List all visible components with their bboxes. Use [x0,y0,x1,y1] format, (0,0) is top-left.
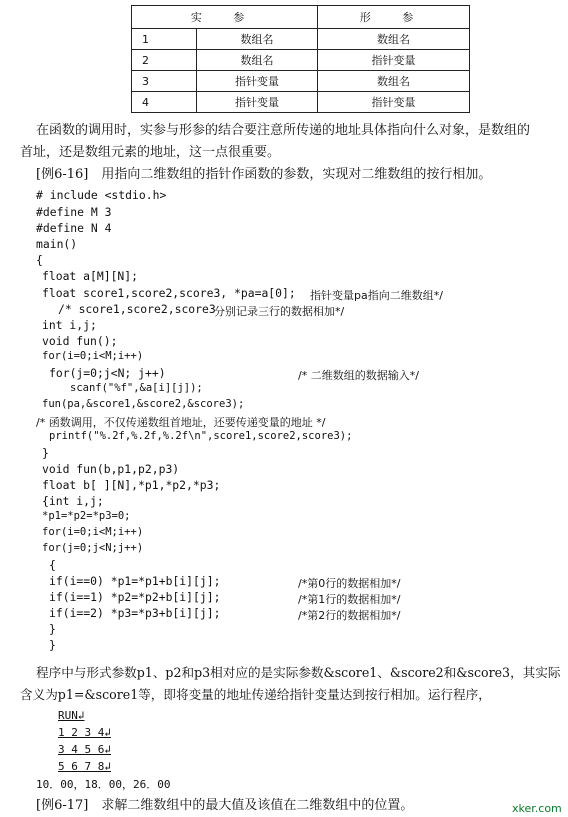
paragraph-line: 含义为p1=&score1等，即将变量的地址传递给指针变量达到按行相加。运行程序， [20,687,491,702]
code-line: for(i=0;i<M;i++) [42,350,144,362]
code-line: /* score1,score2,score3 [58,302,216,316]
code-line: float score1,score2,score3, *pa=a[0]; [42,286,296,300]
code-line: float a[M][N]; [42,269,139,283]
table-cell: 指针变量 [318,50,470,71]
run-input-line: RUN↲ [58,709,85,722]
code-line: #define N 4 [36,221,112,235]
table-cell: 3 [132,71,197,92]
paragraph-line: 程序中与形式参数p1、p2和p3相对应的是实际参数&score1、&score2和&score3，其实际 [36,665,561,680]
code-line: main() [36,237,78,251]
code-line: for(j=0;j<N;j++) [42,542,144,554]
table-cell: 指针变量 [318,92,470,113]
code-line: fun(pa,&score1,&score2,&score3); [42,398,245,410]
code-line: { [49,558,56,572]
table-row [132,92,470,113]
code-line: if(i==2) *p3=*p3+b[i][j]; [49,606,221,620]
code-line: void fun(); [42,334,118,348]
example-heading: [例6-17] 求解二维数组中的最大值及该值在二维数组中的位置。 [36,798,414,813]
code-line: printf("%.2f,%.2f,%.2f\n",score1,score2,score3); [49,430,353,442]
table-cell: 数组名 [318,29,470,50]
code-comment: /* 二维数组的数据输入*/ [298,369,419,382]
table-cell: 4 [132,92,197,113]
table-row [132,29,470,50]
code-line: } [49,638,56,652]
example-heading: [例6-16] 用指向二维数组的指针作函数的参数，实现对二维数组的按行相加。 [36,167,492,182]
watermark-text: xker.com [512,802,562,815]
code-line: if(i==0) *p1=*p1+b[i][j]; [49,574,221,588]
code-line: { [36,253,43,267]
code-line: {int i,j; [42,494,104,508]
code-comment: 指针变量pa指向二维数组*/ [310,289,443,302]
code-line: } [42,446,49,460]
code-comment: /* 函数调用，不仅传递数组首地址，还要传递变量的地址 */ [36,416,326,429]
table-cell: 2 [132,50,197,71]
code-comment: /*第0行的数据相加*/ [298,577,401,590]
code-line: for(i=0;i<M;i++) [42,526,144,538]
table-cell: 指针变量 [197,92,318,113]
table-header-actual: 实 参 [132,6,318,29]
table-row [132,71,470,92]
code-comment: /*第2行的数据相加*/ [298,609,401,622]
table-header-formal: 形 参 [318,6,470,29]
table-cell: 1 [132,29,197,50]
run-output-line: 10．00，18．00，26．00 [36,778,171,791]
table-cell: 数组名 [197,29,318,50]
run-input-line: 5 6 7 8↲ [58,760,111,773]
run-input-line: 3 4 5 6↲ [58,743,111,756]
param-table [131,5,470,113]
code-line: *p1=*p2=*p3=0; [42,510,131,522]
table-cell: 数组名 [318,71,470,92]
code-line: # include <stdio.h> [36,188,167,202]
paragraph-line: 在函数的调用时，实参与形参的结合要注意所传递的地址具体指向什么对象，是数组的 [36,123,531,138]
code-line: int i,j; [42,318,97,332]
code-line: for(j=0;j<N; j++) [49,366,166,380]
code-line: #define M 3 [36,205,112,219]
table-cell: 指针变量 [197,71,318,92]
table-header-row [132,6,470,29]
table-cell: 数组名 [197,50,318,71]
code-line: if(i==1) *p2=*p2+b[i][j]; [49,590,221,604]
code-comment: /*第1行的数据相加*/ [298,593,401,606]
code-comment: 分别记录三行的数据相加*/ [214,305,345,318]
code-line: float b[ ][N],*p1,*p2,*p3; [42,478,221,492]
code-line: } [49,622,56,636]
code-line: void fun(b,p1,p2,p3) [42,462,180,476]
paragraph-line: 首址，还是数组元素的地址，这一点很重要。 [20,145,281,160]
run-input-line: 1 2 3 4↲ [58,726,111,739]
table-row [132,50,470,71]
code-line: scanf("%f",&a[i][j]); [70,382,203,394]
